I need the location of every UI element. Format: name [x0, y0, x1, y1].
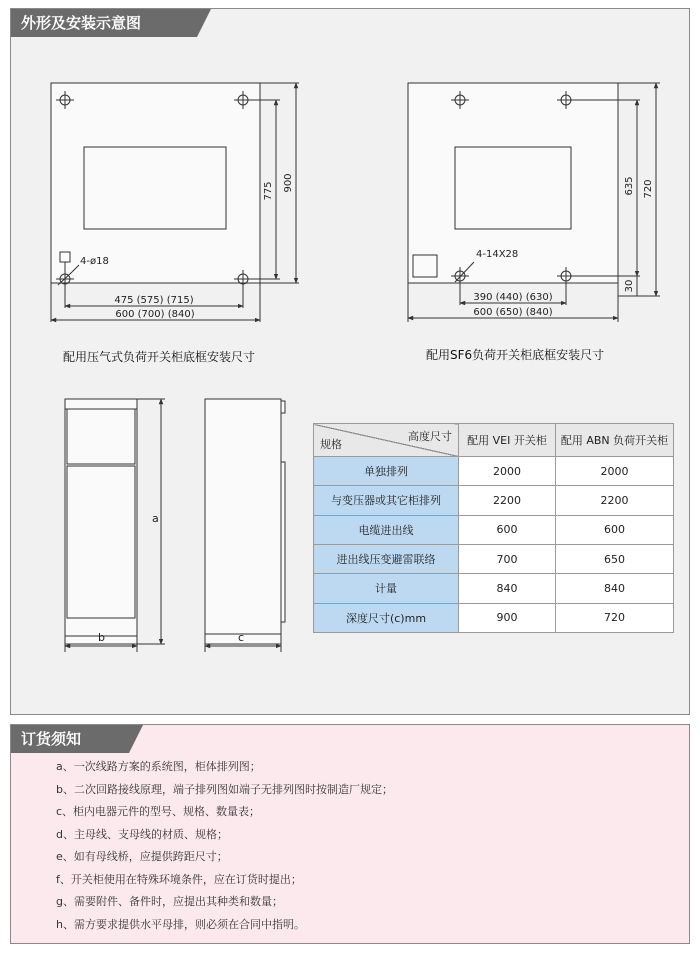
list-item: g、需要附件、备件时，应提出其种类和数量； [56, 895, 283, 908]
cabinet-dim-c: c [238, 631, 245, 644]
row-label: 深度尺寸(c)mm [314, 603, 459, 632]
right-dim-outer-height: 720 [643, 179, 654, 199]
height-spec-table [313, 423, 674, 633]
cell-vei: 2200 [459, 486, 556, 515]
table-corner-header [314, 424, 459, 457]
right-dim-inner-width: 390 (440) (630) [473, 292, 553, 303]
cell-vei: 840 [459, 574, 556, 603]
column-header-vei: 配用 VEI 开关柜 [459, 424, 556, 457]
row-label: 电缆进出线 [314, 515, 459, 544]
list-item: c、柜内电器元件的型号、规格、数量表； [56, 805, 261, 818]
right-dim-inner-height: 635 [624, 176, 635, 196]
left-dim-outer-width: 600 (700) (840) [115, 309, 195, 320]
left-hole-label: 4-ø18 [80, 256, 109, 267]
cabinet-dim-a: a [152, 512, 159, 525]
right-hole-label: 4-14X28 [476, 249, 519, 260]
cell-abn: 2000 [556, 457, 674, 486]
row-label: 进出线压变避雷联络 [314, 544, 459, 573]
cell-vei: 2000 [459, 457, 556, 486]
table-row [314, 544, 674, 573]
header-height-label: 高度尺寸 [408, 430, 452, 443]
list-item: e、如有母线桥，应提供跨距尺寸； [56, 850, 228, 863]
ordering-notes-list [56, 756, 393, 936]
list-item: h、需方要求提供水平母排，则必须在合同中指明。 [56, 917, 305, 931]
cell-abn: 2200 [556, 486, 674, 515]
cabinet-dim-b: b [98, 631, 105, 644]
table-header-row [314, 424, 674, 457]
list-item: b、二次回路接线原理，端子排列图如端子无排列图时按制造厂规定； [56, 782, 393, 796]
cabinet-side-view [205, 399, 285, 644]
table-row [314, 574, 674, 603]
left-dim-inner-width: 475 (575) (715) [114, 295, 194, 306]
table-row [314, 486, 674, 515]
right-dim-outer-width: 600 (650) (840) [473, 307, 553, 318]
table-row [314, 515, 674, 544]
cabinet-front-view [65, 399, 137, 644]
section-title-ordering: 订货须知 [11, 725, 129, 753]
right-drawing-caption: 配用SF6负荷开关柜底框安装尺寸 [426, 348, 605, 362]
cell-abn: 840 [556, 574, 674, 603]
row-label: 与变压器或其它柜排列 [314, 486, 459, 515]
section-title-installation: 外形及安装示意图 [11, 9, 197, 37]
right-dim-offset: 30 [624, 279, 635, 293]
right-frame-drawing [408, 83, 660, 322]
row-label: 计量 [314, 574, 459, 603]
list-item: a、一次线路方案的系统图，柜体排列图； [56, 760, 261, 773]
left-frame-drawing [51, 83, 299, 322]
cell-abn: 650 [556, 544, 674, 573]
list-item: f、开关柜使用在特殊环境条件，应在订货时提出； [56, 872, 302, 886]
cell-vei: 900 [459, 603, 556, 632]
table-row [314, 457, 674, 486]
list-item: d、主母线、支母线的材质、规格； [56, 827, 228, 841]
cell-vei: 700 [459, 544, 556, 573]
cell-vei: 600 [459, 515, 556, 544]
header-spec-label: 规格 [320, 438, 342, 451]
left-dim-outer-height: 900 [283, 173, 294, 193]
cell-abn: 720 [556, 603, 674, 632]
left-drawing-caption: 配用压气式负荷开关柜底框安装尺寸 [63, 350, 256, 364]
left-dim-inner-height: 775 [263, 181, 274, 201]
table-row [314, 603, 674, 632]
cell-abn: 600 [556, 515, 674, 544]
row-label: 单独排列 [314, 457, 459, 486]
column-header-abn: 配用 ABN 负荷开关柜 [556, 424, 674, 457]
